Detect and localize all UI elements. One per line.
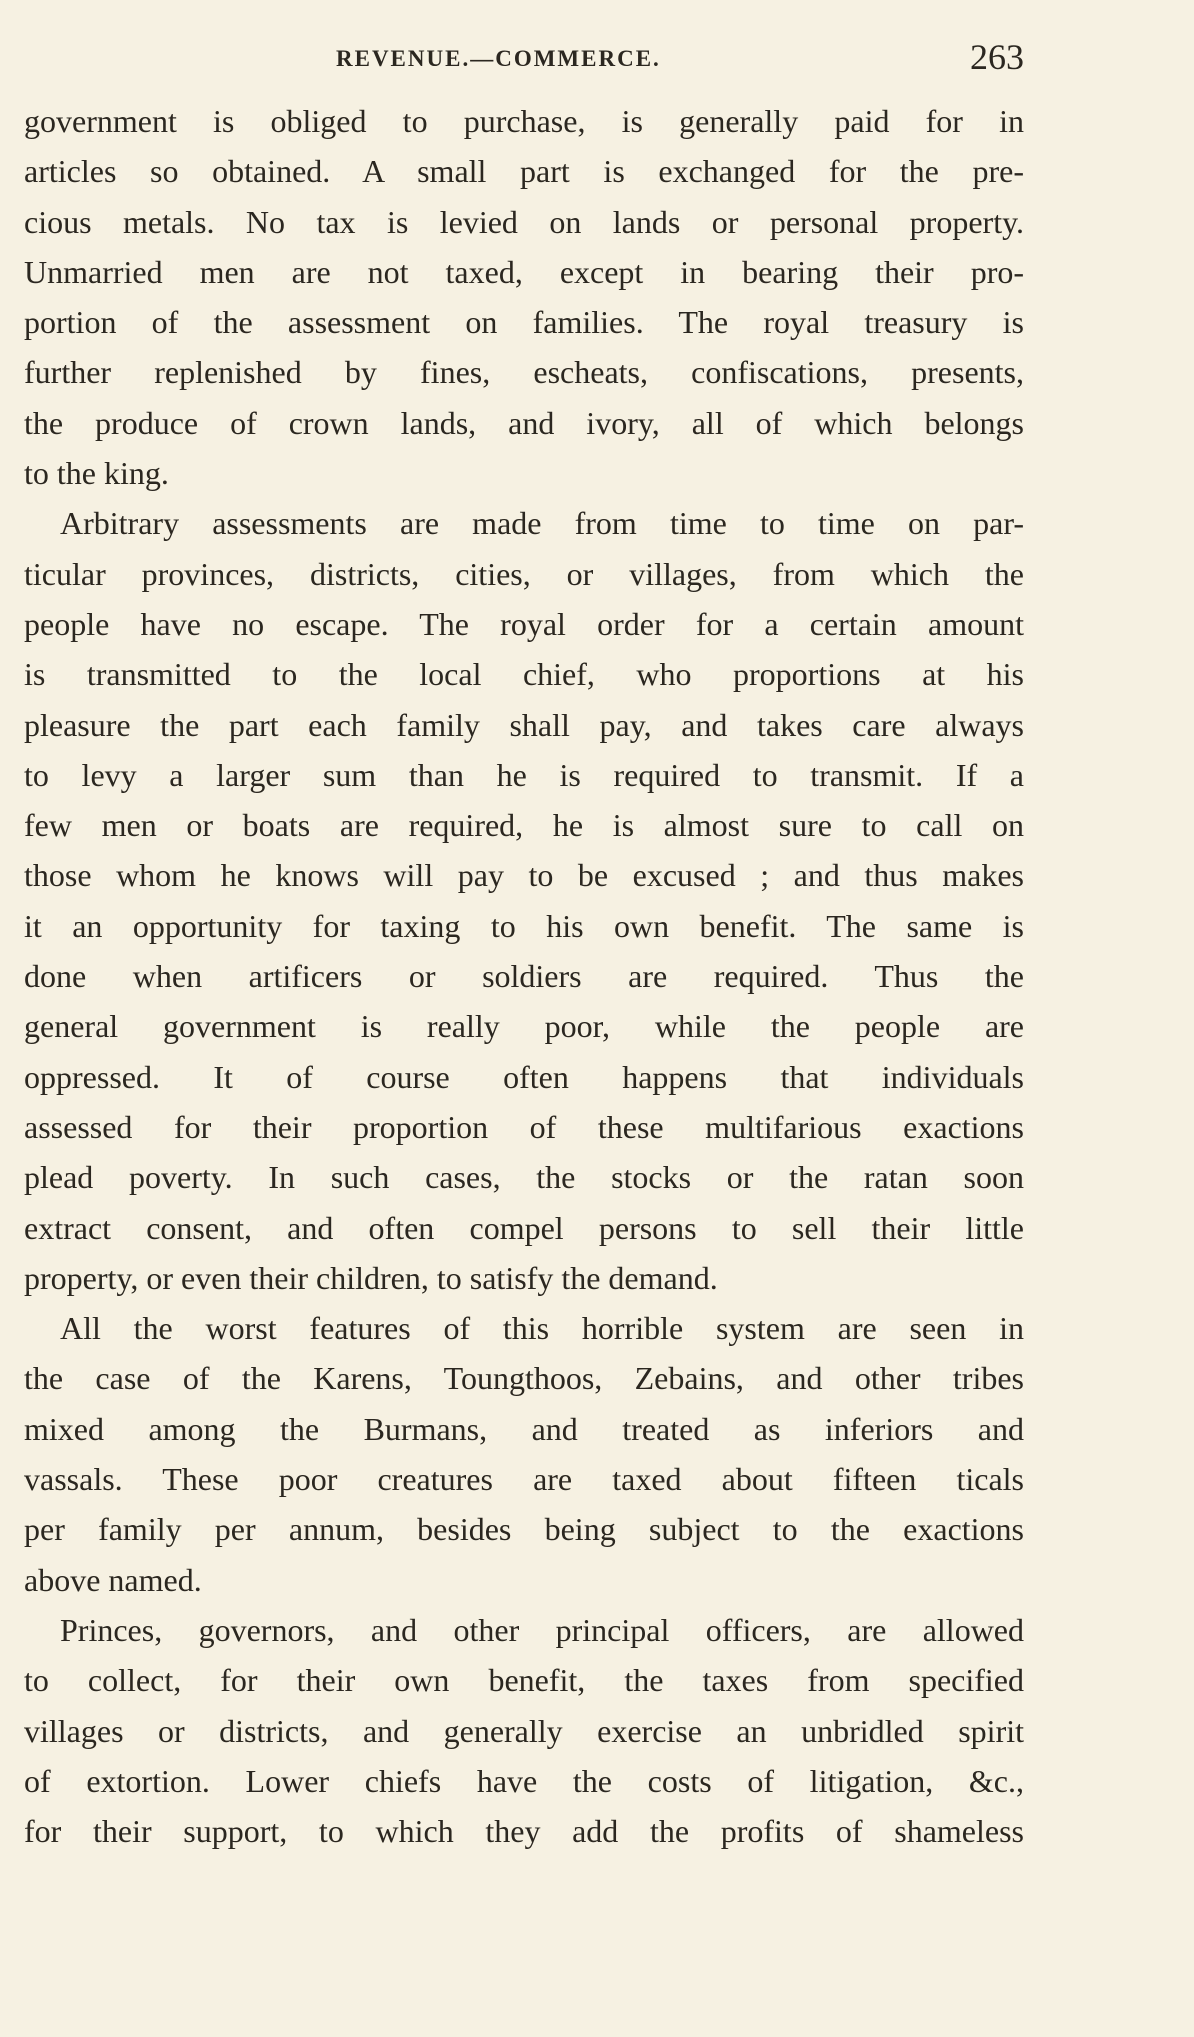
running-head: REVENUE.—COMMERCE. [336, 46, 661, 71]
text-line: to levy a larger sum than he is required to transmit. If a [24, 756, 1024, 793]
text-line: to collect, for their own benefit, the taxes from specified [24, 1662, 1024, 1699]
text-line: further replenished by fines, escheats, confiscations, presents, [24, 354, 1024, 391]
text-line: government is obliged to purchase, is generally paid for in [24, 103, 1024, 139]
text-line: property, or even their children, to satisfy the demand. [24, 1259, 718, 1296]
text-line: oppressed. It of course often happens that individuals [24, 1058, 1024, 1095]
text-line: plead poverty. In such cases, the stocks or the ratan soon [24, 1159, 1024, 1196]
text-line: those whom he knows will pay to be excused ; and thus makes [24, 857, 1024, 894]
text-line: villages or districts, and generally exercise an unbridled spirit [24, 1712, 1024, 1749]
text-line: for their support, to which they add the profits of shameless [24, 1813, 1024, 1850]
text-line: above named. [24, 1561, 202, 1598]
paragraph [24, 96, 1024, 498]
page-header [24, 36, 1024, 86]
text-line: general government is really poor, while the people are [24, 1008, 1024, 1045]
text-line: vassals. These poor creatures are taxed about fifteen ticals [24, 1461, 1024, 1498]
text-line: per family per annum, besides being subject to the exactions [24, 1511, 1024, 1548]
text-line: All the worst features of this horrible system are seen in [60, 1310, 1024, 1347]
text-line: extract consent, and often compel persons to sell their little [24, 1209, 1024, 1246]
text-line: articles so obtained. A small part is exchanged for the pre- [24, 153, 1024, 190]
text-line: Unmarried men are not taxed, except in bearing their pro- [24, 253, 1024, 290]
paragraph [24, 1303, 1024, 1605]
text-line: the case of the Karens, Toungthoos, Zebains, and other tribes [24, 1360, 1024, 1397]
text-line: the produce of crown lands, and ivory, all of which belongs [24, 404, 1024, 441]
text-line: mixed among the Burmans, and treated as inferiors and [24, 1410, 1024, 1447]
text-line: pleasure the part each family shall pay, and takes care always [24, 706, 1024, 743]
text-line: assessed for their proportion of these multifarious exactions [24, 1108, 1024, 1145]
paragraph [24, 1605, 1024, 1856]
paragraph [24, 498, 1024, 1303]
body-text [24, 96, 1024, 1856]
text-line: people have no escape. The royal order for a certain amount [24, 605, 1024, 642]
text-line: is transmitted to the local chief, who proportions at his [24, 656, 1024, 693]
text-line: it an opportunity for taxing to his own benefit. The same is [24, 907, 1024, 944]
text-line: portion of the assessment on families. The royal treasury is [24, 304, 1024, 341]
text-line: few men or boats are required, he is almost sure to call on [24, 807, 1024, 844]
page-number: 263 [970, 37, 1024, 77]
text-line: of extortion. Lower chiefs have the costs of litigation, &c., [24, 1762, 1024, 1799]
text-line: Arbitrary assessments are made from time to time on par- [60, 505, 1024, 542]
text-line: to the king. [24, 455, 169, 492]
text-line: done when artificers or soldiers are required. Thus the [24, 958, 1024, 995]
text-line: ticular provinces, districts, cities, or villages, from which the [24, 555, 1024, 592]
text-line: Princes, governors, and other principal officers, are allowed [60, 1611, 1024, 1648]
text-line: cious metals. No tax is levied on lands or personal property. [24, 203, 1024, 240]
